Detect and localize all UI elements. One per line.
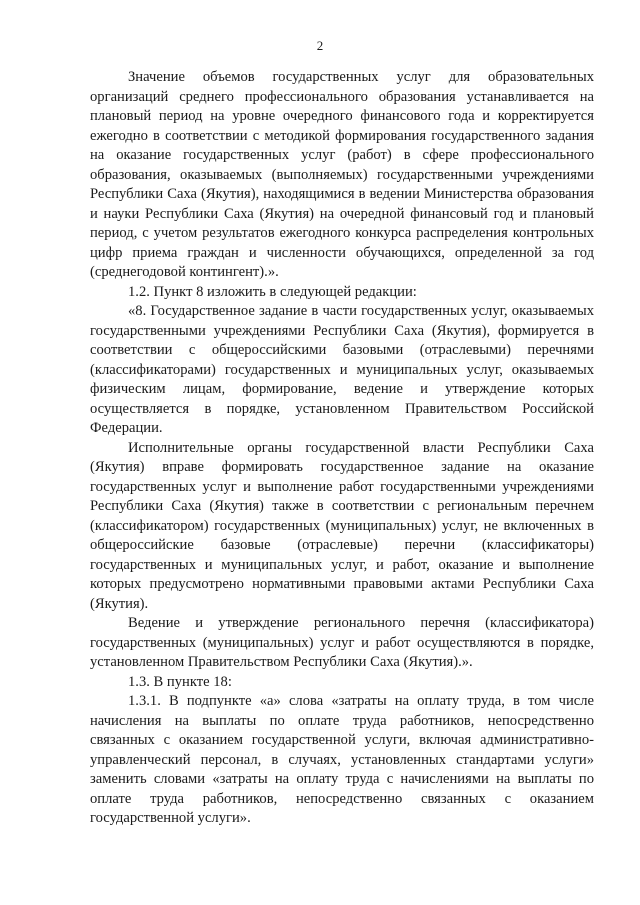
document-body (90, 68, 594, 829)
paragraph-regional-list: Ведение и утверждение регионального перечня (классификатора) государственных (муниципальных) услуг и работ осуществляются в порядке, установленном Правительством Республики Саха (Якутия).». (90, 615, 594, 670)
paragraph-student-volume: Значение объемов государственных услуг для образовательных организаций среднего профессионального образования устанавливается на плановый период на уровне очередного финансового года и корректируется ежегодно в соответствии с методикой формирования государственного задания на оказание государственных услуг (работ) в сфере профессионального образования, оказываемых (выполняемых) государственными учреждениями Республики Саха (Якутия), находящимися в ведении Министерства образования и науки Республики Саха (Якутия) на очередной финансовый год и плановый период, с учетом результатов ежегодного конкурса распределения контрольных цифр приема граждан и численности обучающихся, определенной за год (среднегодовой контингент).». (90, 69, 594, 280)
page-number: 2 (316, 38, 324, 53)
paragraph-item-1-3: 1.3. В пункте 18: (128, 673, 232, 690)
paragraph-item-1-2: 1.2. Пункт 8 изложить в следующей редакции: (128, 283, 417, 300)
paragraph-item-1-3-1: 1.3.1. В подпункте «а» слова «затраты на оплату труда, в том числе начисления на выплаты по оплате труда работников, непосредственно связанных с оказанием государственной услуги, включая административно-управленческий персонал, в случаях, установленных стандартами услуги» заменить словами «затраты на оплату труда с начислениями на выплаты по оплате труда работников, непосредственно связанных с оказанием государственной услуги». (90, 693, 594, 826)
paragraph-executive-bodies: Исполнительные органы государственной власти Республики Саха (Якутия) вправе формировать государственное задание на оказание государственных услуг и выполнение работ государственными учреждениями Республики Саха (Якутия) также в соответствии с региональным перечнем (классификатором) государственных (муниципальных) услуг, не включенных в общероссийские базовые (отраслевые) перечни (классификаторы) государственных и муниципальных услуг, и работ, оказание и выполнение которых предусмотрено нормативными правовыми актами Республики Саха (Якутия). (90, 439, 594, 612)
paragraph-point-8: «8. Государственное задание в части государственных услуг, оказываемых государственными учреждениями Республики Саха (Якутия), формируется в соответствии с общероссийскими базовыми (отраслевыми) перечнями (классификаторами) государственных и муниципальных услуг, оказываемых физическим лицам, формирование, ведение и утверждение которых осуществляется в порядке, установленном Правительством Российской Федерации. (90, 303, 594, 436)
